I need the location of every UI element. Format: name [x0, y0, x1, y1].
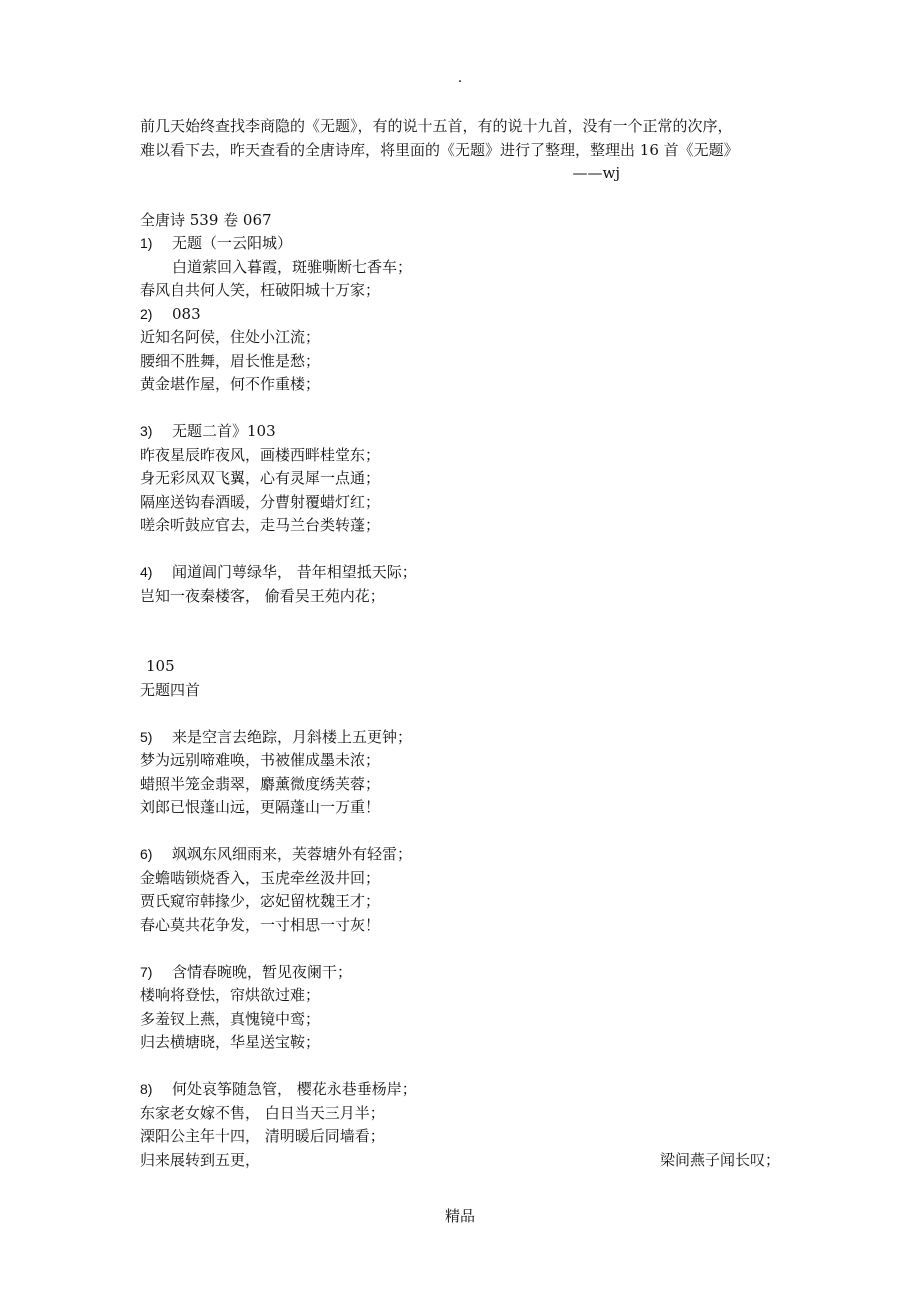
poem-5-line-1: [140, 726, 780, 750]
intro-line-2: 难以看下去，昨天查看的全唐诗库，将里面的《无题》进行了整理，整理出 16 首《无题》: [140, 140, 739, 159]
poem-7-line-2: 楼响将登怯，帘烘欲过难；: [140, 986, 321, 1004]
poem-8-line-4: [140, 1149, 780, 1173]
poem-5-number: 5): [140, 728, 153, 745]
poem-1-line-1: 白道萦回入暮霞，斑骓嘶断七香车；: [172, 257, 413, 276]
poem-6-line-1: [140, 843, 780, 867]
poem-3-line-1: 昨夜星辰昨夜风，画楼西畔桂堂东；: [140, 445, 381, 464]
poem-7-line-1: [140, 961, 780, 985]
poem-1-line-2: 春风自共何人笑，枉破阳城十万家；: [140, 281, 381, 299]
poem-2-line-2: 腰细不胜舞，眉长惟是愁；: [140, 351, 321, 370]
poem-1-title: 无题（一云阳城）: [172, 234, 293, 252]
poem-3-title: 无题二首》103: [172, 422, 276, 440]
poem-6-number: 6): [140, 846, 153, 862]
poem-8-line-4-right: 梁间燕子闻长叹；: [659, 1150, 780, 1169]
poem-3-line-4: 嗟余听鼓应官去，走马兰台类转蓬；: [140, 516, 381, 534]
poem-1-number: 1): [140, 235, 153, 251]
poem-7-line-4: 归去横塘晓，华星送宝鞍；: [140, 1033, 321, 1051]
footer-label: 精品: [444, 1207, 475, 1225]
poem-8-line-1: [140, 1078, 780, 1102]
poem-3-line-2: 身无彩凤双飞翼，心有灵犀一点通；: [140, 469, 381, 487]
poem-5-line-3: 蜡照半笼金翡翠，麝薰微度绣芙蓉；: [140, 774, 381, 793]
poem-4-line-1: [140, 561, 780, 585]
poem-2-number: 2): [140, 305, 153, 322]
poem-4-line-2: 岂知一夜秦楼客， 偷看吴王苑内花；: [140, 586, 385, 605]
poem-7-line-1-text: 含情春晼晚，暂见夜阑干；: [172, 962, 353, 981]
poem-8-line-2: 东家老女嫁不售， 白日当天三月半；: [140, 1103, 385, 1122]
poem-8-number: 8): [140, 1081, 153, 1097]
poem-3-line-3: 隔座送钩春酒暖，分曹射覆蜡灯红；: [140, 492, 381, 511]
source-line: 全唐诗 539 卷 067: [140, 210, 272, 229]
poem-2-title: 083: [172, 304, 201, 323]
poem-4-line-1-text: 闻道阊门萼绿华， 昔年相望抵天际；: [172, 563, 417, 581]
document-body: [140, 114, 780, 1172]
section-105-code: 105: [146, 657, 175, 675]
poem-6-line-2: 金蟾啮锁烧香入，玉虎牵丝汲井回；: [140, 868, 381, 887]
section-105-title: 无题四首: [140, 680, 201, 699]
poem-3-number: 3): [140, 423, 153, 439]
poem-2-line-3: 黄金堪作屋，何不作重楼；: [140, 375, 321, 393]
poem-3-heading: [140, 420, 780, 444]
intro-line-1: 前几天始终查找李商隐的《无题》，有的说十五首，有的说十九首，没有一个正常的次序，: [140, 117, 733, 135]
poem-6-line-3: 贾氏窥帘韩掾少，宓妃留枕魏王才；: [140, 892, 381, 910]
poem-7-number: 7): [140, 963, 153, 980]
poem-4-number: 4): [140, 564, 153, 580]
poem-5-line-1-text: 来是空言去绝踪，月斜楼上五更钟；: [172, 727, 413, 746]
poem-1-heading: [140, 232, 780, 256]
poem-6-line-4: 春心莫共花争发，一寸相思一寸灰！: [140, 915, 381, 934]
poem-8-line-3: 溧阳公主年十四， 清明暖后同墙看；: [140, 1127, 385, 1145]
poem-7-line-3: 多羞钗上燕，真愧镜中鸾；: [140, 1009, 321, 1028]
poem-2-line-1: 近知名阿侯，住处小江流；: [140, 328, 321, 346]
poem-2-heading: [140, 303, 780, 327]
poem-5-line-2: 梦为远别啼难唤，书被催成墨未浓；: [140, 751, 381, 769]
poem-8-line-4-left: 归来展转到五更，: [140, 1150, 261, 1169]
poem-8-line-1-text: 何处哀筝随急管， 樱花永巷垂杨岸；: [172, 1080, 417, 1098]
signature: ——wj: [572, 164, 620, 182]
poem-5-line-4: 刘郎已恨蓬山远，更隔蓬山一万重！: [140, 798, 381, 816]
header-dot: .: [457, 70, 463, 86]
poem-6-line-1-text: 飒飒东风细雨来，芙蓉塘外有轻雷；: [172, 845, 413, 863]
